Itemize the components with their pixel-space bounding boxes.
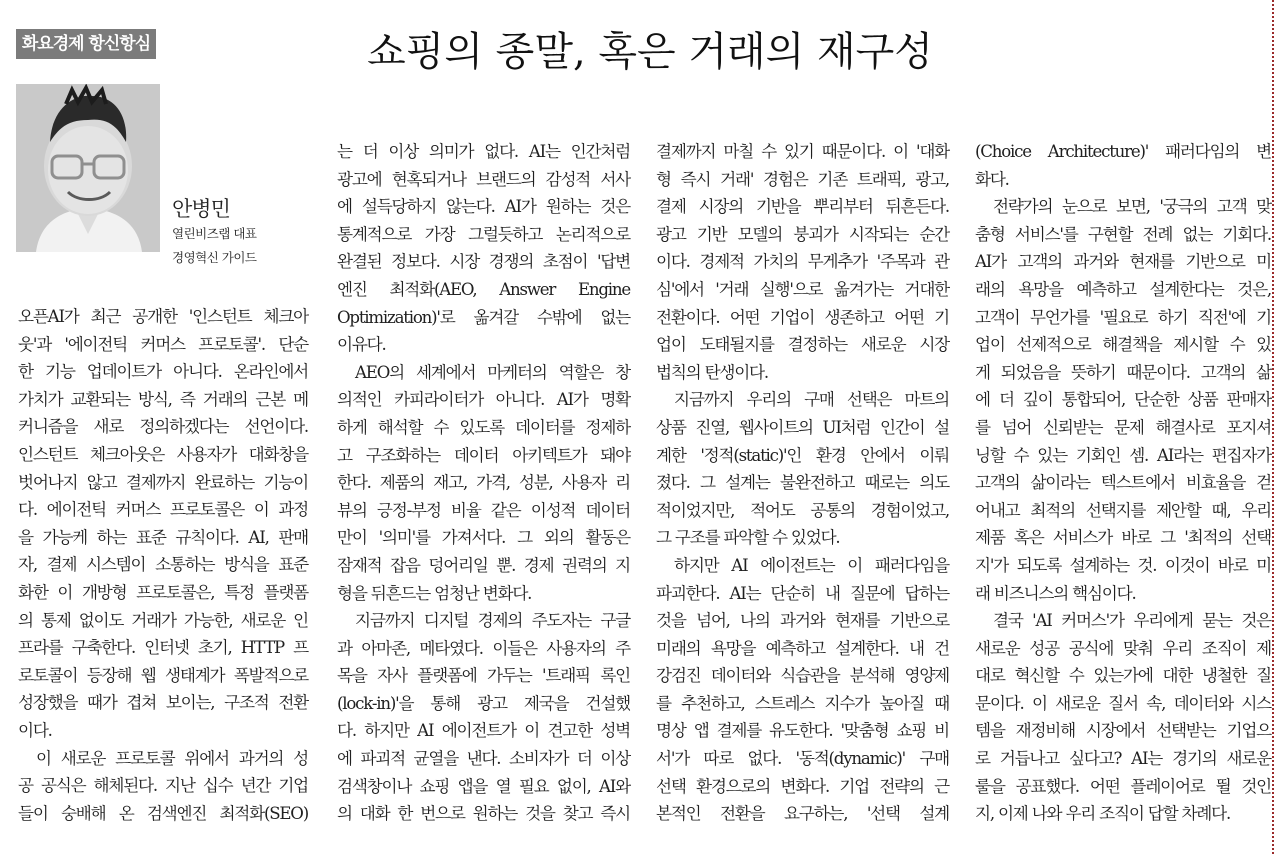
article-line: 이다. (18, 720, 52, 740)
article-line: 문이다. 이 새로운 질서 속, 데이터와 시스 (975, 693, 1271, 713)
article-line: 다. 에이전틱 커머스 프로토콜은 이 과정 (18, 500, 308, 520)
article-column-1 (18, 303, 308, 827)
article-line: 적이었지만, 적어도 공통의 경험이었고, (656, 500, 949, 520)
article-line: 의 대화 한 번으로 원하는 것을 찾고 즉시 (337, 804, 630, 824)
article-line: 지금까지 디지털 경제의 주도자는 구글 (355, 611, 630, 631)
article-line: 템을 재정비해 시장에서 선택받는 기업으 (975, 721, 1271, 741)
article-line: 를 넘어 신뢰받는 문제 해결사로 포지셔 (975, 417, 1271, 437)
article-line: 광고에 현혹되거나 브랜드의 감성적 서사 (337, 169, 630, 189)
article-line: 한 기능 업데이트가 아니다. 온라인에서 (18, 362, 308, 382)
article-line: 강검진 데이터와 식습관을 분석해 영양제 (656, 666, 949, 686)
article-line: 룰을 공표했다. 어떤 플레이어로 뛸 것인 (975, 776, 1271, 796)
article-line: 지, 이제 나와 우리 조직이 답할 차례다. (975, 804, 1231, 824)
article-line: 것을 넘어, 나의 과거와 현재를 기반으로 (656, 611, 949, 631)
article-line: 에 설득당하지 않는다. AI가 원하는 것은 (337, 197, 630, 217)
article-line: 프라를 구축한다. 인터넷 초기, HTTP 프 (18, 638, 308, 658)
article-line: 에 파괴적 균열을 낸다. 소비자가 더 이상 (337, 749, 630, 769)
article-line: 를 추천하고, 스트레스 지수가 높아질 때 (656, 693, 949, 713)
article-line: 고객이 무언가를 '필요로 하기 직전'에 기 (975, 307, 1271, 327)
article-line: 서'가 따로 없다. '동적(dynamic)' 구매 (656, 749, 949, 769)
article-line: 의적인 카피라이터가 아니다. AI가 명확 (337, 390, 630, 410)
article-line: 하지만 AI 에이전트는 이 패러다임을 (674, 555, 949, 575)
article-line: 업이 선제적으로 해결책을 제시할 수 있 (975, 335, 1271, 355)
article-line: 뷰의 긍정-부정 비율 같은 이성적 데이터 (337, 500, 630, 520)
article-line: 검색창이나 쇼핑 앱을 열 필요 없이, AI와 (337, 776, 630, 796)
headline: 쇼핑의 종말, 혹은 거래의 재구성 (367, 29, 933, 75)
article-line: 그 구조를 파악할 수 있었다. (656, 528, 840, 548)
article-line: 벗어나지 않고 결제까지 완료하는 기능이 (18, 472, 308, 492)
article-line: 지금까지 우리의 구매 선택은 마트의 (674, 390, 949, 410)
article-line: 과 아마존, 메타였다. 이들은 사용자의 주 (337, 638, 630, 658)
article-line: 만이 '의미'를 가져서다. 그 외의 활동은 (337, 528, 630, 548)
author-role-title: 경영혁신 가이드 (172, 250, 257, 265)
article-line: 완결된 정보다. 시장 경쟁의 초점이 '답변 (337, 252, 630, 272)
article-line: 이유다. (337, 335, 386, 355)
author-name: 안병민 (172, 197, 230, 221)
article-line: 래의 욕망을 예측하고 설계한다는 것은, (975, 279, 1271, 299)
article-line: 결제까지 마칠 수 있기 때문이다. 이 '대화 (656, 142, 949, 161)
article-column-3 (656, 138, 949, 828)
article-line: 에 더 깊이 통합되어, 단순한 상품 판매자 (975, 390, 1271, 410)
article-line: 파괴한다. AI는 단순히 내 질문에 답하는 (656, 583, 949, 603)
article-line: 졌다. 그 설계는 불완전하고 때로는 의도 (656, 473, 949, 493)
article-line: 광고 기반 모델의 붕괴가 시작되는 순간 (656, 224, 949, 244)
article-line: 한다. 제품의 재고, 가격, 성분, 사용자 리 (337, 473, 630, 493)
article-column-2 (337, 138, 630, 828)
author-photo (16, 84, 160, 252)
clipping-cut-line (1272, 0, 1274, 854)
article-column-4 (975, 138, 1271, 828)
article-line: 오픈AI가 최근 공개한 '인스턴트 체크아 (18, 307, 308, 326)
article-line: 고 구조화하는 데이터 아키텍트가 돼야 (337, 445, 630, 465)
article-line: 화다. (975, 169, 1009, 189)
article-line: (Choice Architecture)' 패러다임의 변 (975, 142, 1271, 161)
article-line: 래 비즈니스의 핵심이다. (975, 583, 1136, 603)
article-line: 들이 숭배해 온 검색엔진 최적화(SEO) (18, 803, 308, 823)
article-line: Optimization)'로 옮겨갈 수밖에 없는 (337, 307, 630, 327)
article-line: 이 새로운 프로토콜 위에서 과거의 성 (36, 748, 308, 768)
article-line: 고객의 삶이라는 텍스트에서 비효율을 걷 (975, 473, 1271, 493)
article-line: 결국 'AI 커머스'가 우리에게 묻는 것은 (993, 611, 1271, 631)
article-line: 엔진 최적화(AEO, Answer Engine (337, 279, 630, 299)
article-line: 인스턴트 체크아웃은 사용자가 대화창을 (18, 444, 308, 464)
byline (172, 196, 257, 270)
article-line: 명상 앱 결제를 유도한다. '맞춤형 쇼핑 비 (656, 721, 949, 741)
article-line: 목을 자사 플랫폼에 가두는 '트래픽 록인 (337, 666, 630, 686)
article-line: 는 더 이상 의미가 없다. AI는 인간처럼 (337, 142, 630, 161)
article-line: 다. 하지만 AI 에이전트가 이 견고한 성벽 (337, 721, 630, 741)
article-line: 자, 결제 시스템이 소통하는 방식을 표준 (18, 555, 308, 575)
article-line: 로토콜이 등장해 웹 생태계가 폭발적으로 (18, 665, 308, 685)
article-line: 잠재적 잡음 덩어리일 뿐. 경제 권력의 지 (337, 555, 630, 575)
article-line: 업이 도태될지를 결정하는 새로운 시장 (656, 335, 949, 355)
article-line: 상품 진열, 웹사이트의 UI처럼 인간이 설 (656, 417, 949, 437)
article-line: 통계적으로 가장 그럴듯하고 논리적으로 (337, 224, 630, 244)
article-line: 커니즘을 새로 정의하겠다는 선언이다. (18, 417, 308, 437)
article-line: 전환이다. 어떤 기업이 생존하고 어떤 기 (656, 307, 949, 327)
article-line: 게 되었음을 뜻하기 때문이다. 고객의 삶 (975, 362, 1271, 382)
article-line: 심'에서 '거래 실행'으로 옮겨가는 거대한 (656, 279, 949, 299)
article-line: 결제 시장의 기반을 뿌리부터 뒤흔든다. (656, 197, 949, 217)
article-line: 닝할 수 있는 기회인 셈. AI라는 편집자가 (975, 445, 1271, 465)
article-line: 형 즉시 거래' 경험은 기존 트래픽, 광고, (656, 169, 949, 189)
article-line: 제품 혹은 서비스가 바로 그 '최적의 선택 (975, 528, 1271, 548)
article-line: 이다. 경제적 가치의 무게추가 '주목과 관 (656, 252, 949, 272)
article-line: 공 공식은 해체된다. 지난 십수 년간 기업 (18, 776, 308, 796)
author-role-company: 열린비즈랩 대표 (172, 226, 257, 241)
article-line: 지'가 되도록 설계하는 것. 이것이 바로 미 (975, 555, 1271, 575)
article-line: 전략가의 눈으로 보면, '궁극의 고객 맞 (993, 197, 1271, 217)
article-line: AEO의 세계에서 마케터의 역할은 창 (355, 362, 630, 382)
article-line: 법칙의 탄생이다. (656, 362, 768, 382)
article-line: 계한 '정적(static)'인 환경 안에서 이뤄 (656, 445, 949, 465)
article-line: AI가 고객의 과거와 현재를 기반으로 미 (975, 252, 1271, 272)
article-line: 웃'과 '에이전틱 커머스 프로토콜'. 단순 (18, 334, 308, 354)
article-line: 선택 환경으로의 변화다. 기업 전략의 근 (656, 776, 949, 796)
article-line: 하게 해석할 수 있도록 데이터를 정제하 (337, 417, 630, 437)
article-line: 미래의 욕망을 예측하고 설계한다. 내 건 (656, 638, 949, 658)
article-line: 대로 혁신할 수 있는가에 대한 냉철한 질 (975, 666, 1271, 686)
article-line: 어내고 최적의 선택지를 제안할 때, 우리 (975, 500, 1271, 520)
article-line: 본적인 전환을 요구하는, '선택 설계 (656, 804, 949, 824)
section-label: 화요경제 항신항심 (16, 29, 156, 59)
article-line: 성장했을 때가 겹쳐 보이는, 구조적 전환 (18, 693, 308, 713)
article-line: 가치가 교환되는 방식, 즉 거래의 근본 메 (18, 389, 308, 409)
article-line: 을 가능케 하는 표준 규칙이다. AI, 판매 (18, 527, 308, 547)
article-line: 의 통제 없이도 거래가 가능한, 새로운 인 (18, 610, 308, 630)
portrait-image (16, 84, 160, 252)
article-line: (lock-in)'을 통해 광고 제국을 건설했 (337, 693, 630, 713)
article-line: 화한 이 개방형 프로토콜은, 특정 플랫폼 (18, 582, 308, 602)
article-line: 춤형 서비스'를 구현할 전례 없는 기회다. (975, 224, 1271, 244)
article-line: 새로운 성공 공식에 맞춰 우리 조직이 제 (975, 638, 1271, 658)
article-line: 형을 뒤흔드는 엄청난 변화다. (337, 583, 532, 603)
article-line: 로 거듭나고 싶다고? AI는 경기의 새로운 (975, 749, 1271, 769)
